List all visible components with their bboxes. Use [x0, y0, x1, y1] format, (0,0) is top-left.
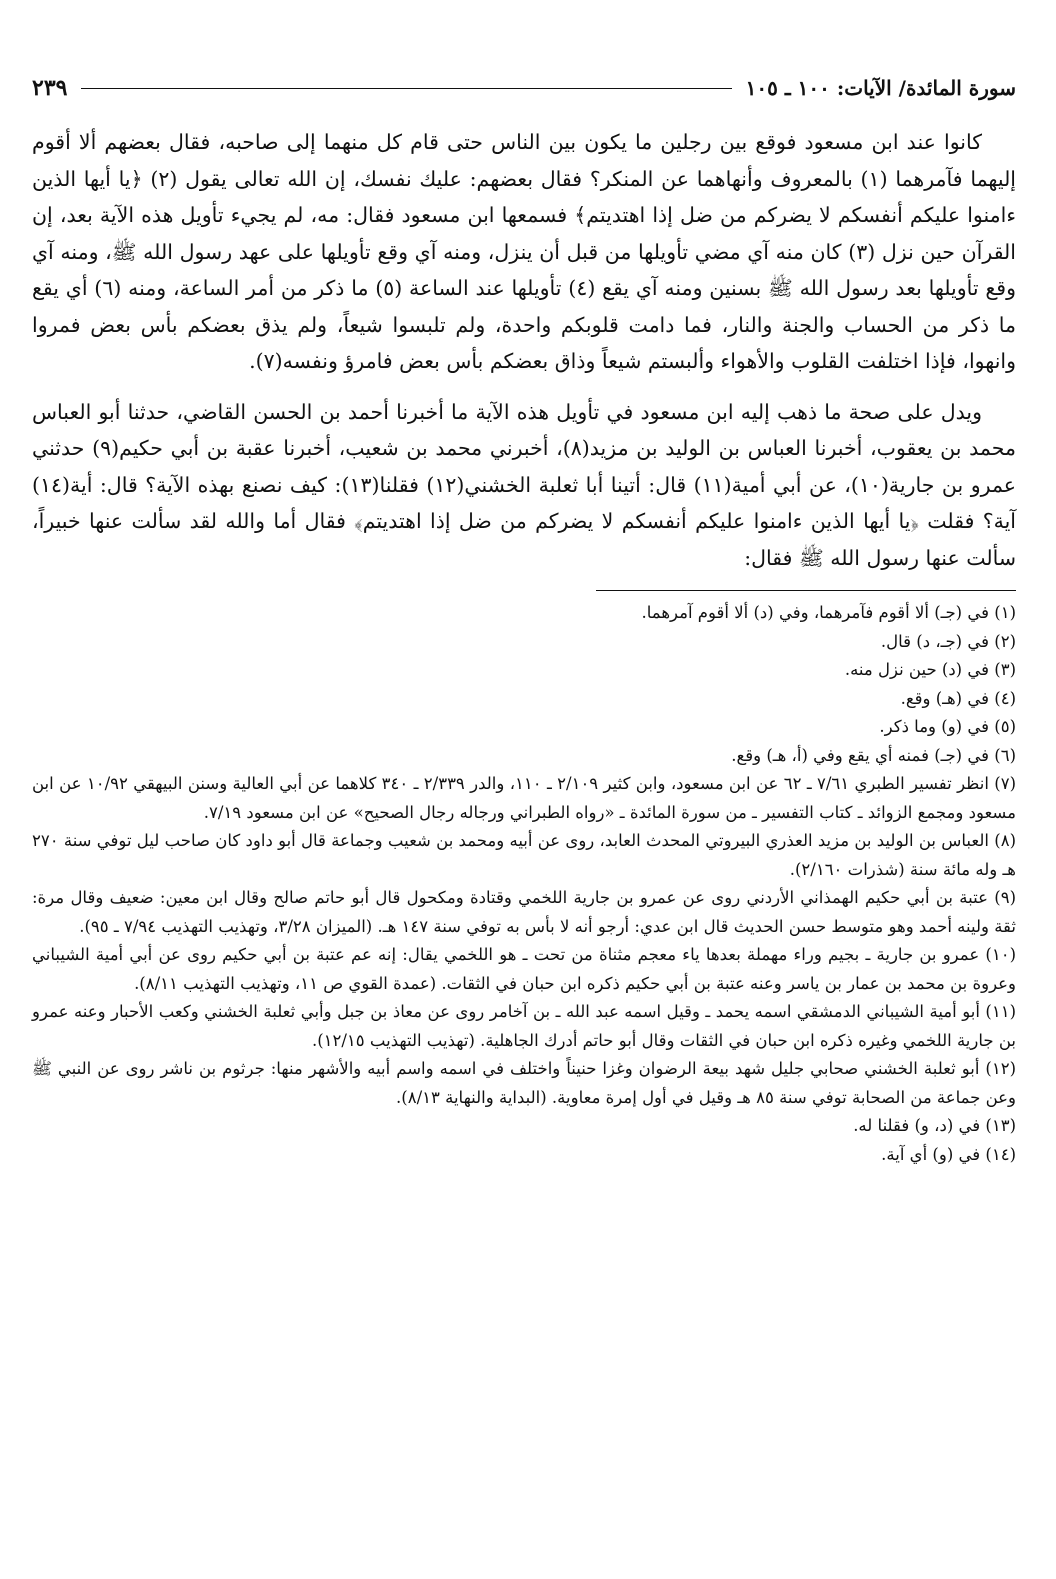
running-title: سورة المائدة/ الآيات: ١٠٠ ـ ١٠٥	[745, 76, 1016, 100]
paragraph-2: ويدل على صحة ما ذهب إليه ابن مسعود في تأويل هذه الآية ما أخبرنا أحمد بن الحسن القاضي، حدثنا أبو العباس محمد بن يعقوب، أخبرنا العباس بن الوليد بن مزيد(٨)، أخبرني محمد بن شعيب، أخبرنا عقبة بن أبي حكيم(٩) حدثني عمرو بن جارية(١٠)، عن أبي أمية(١١) قال: أتينا أبا ثعلبة الخشني(١٢) فقلنا(١٣): كيف نصنع بهذه الآية؟ قال: أية(١٤) آية؟ فقلت ﴿يا أيها الذين ءامنوا عليكم أنفسكم لا يضركم من ضل إذا اهتديتم﴾ فقال أما والله لقد سألت عنها خبيراً، سألت عنها رسول الله ﷺ فقال:	[32, 399, 1017, 570]
main-text	[32, 124, 1016, 576]
footnote-7: (٧) انظر تفسير الطبري ٧/٦١ ـ ٦٢ عن ابن مسعود، وابن كثير ٢/١٠٩ ـ ١١٠، والدر ٢/٣٣٩ ـ ٣٤٠ كلاهما عن أبي العالية وسنن البيهقي ١٠/٩٢ عن ابن مسعود ومجمع الزوائد ـ كتاب التفسير ـ من سورة المائدة ـ «رواه الطبراني ورجاله رجال الصحيح» عن ابن مسعود ٧/١٩.	[32, 774, 1016, 822]
running-header	[32, 66, 1016, 110]
footnote-6: (٦) في (جـ) فمنه أي يقع وفي (أ، هـ) وقع.	[731, 745, 1016, 765]
footnote-divider	[596, 590, 1016, 591]
footnote-8: (٨) العباس بن الوليد بن مزيد العذري البيروتي المحدث العابد، روى عن أبيه ومحمد بن شعيب وجماعة قال أبو داود كان صاحب ليل توفي سنة ٢٧٠ هـ وله مائة سنة (شذرات ٢/١٦٠).	[32, 831, 1016, 879]
footnote-13: (١٣) في (د، و) فقلنا له.	[853, 1116, 1016, 1135]
footnote-divider-wrap	[32, 590, 1016, 591]
footnotes	[32, 599, 1016, 1169]
footnote-10: (١٠) عمرو بن جارية ـ بجيم وراء مهملة بعدها ياء معجم مثناة من تحت ـ هو اللخمي يقال: إنه عم عتبة بن أبي حكيم روى عن أبي أمية الشيباني وعروة بن محمد بن عمار بن ياسر وعنه عتبة بن أبي حكيم ذكره ابن حبان في الثقات. (عمدة القوي ص ١١، وتهذيب التهذيب ٨/١١).	[32, 945, 1016, 993]
footnote-14: (١٤) في (و) أي آية.	[881, 1144, 1016, 1164]
footnote-3: (٣) في (د) حين نزل منه.	[844, 660, 1016, 679]
footnote-2: (٢) في (جـ، د) قال.	[880, 631, 1016, 651]
page	[32, 66, 1016, 1169]
footnote-4: (٤) في (هـ) وقع.	[900, 688, 1016, 708]
footnote-11: (١١) أبو أمية الشيباني الدمشقي اسمه يحمد ـ وقيل اسمه عبد الله ـ بن آخامر روى عن معاذ بن جبل وأبي ثعلبة الخشني وكعب الأحبار وعنه عمرو بن جارية اللخمي وغيره ذكره ابن حبان في الثقات وقال أبو حاتم أدرك الجاهلية. (تهذيب التهذيب ١٢/١٥).	[32, 1002, 1016, 1050]
footnote-1: (١) في (جـ) ألا أقوم فآمرهما، وفي (د) ألا أقوم آمرهما.	[641, 603, 1016, 622]
paragraph-1: كانوا عند ابن مسعود فوقع بين رجلين ما يكون بين الناس حتى قام كل منهما إلى صاحبه، فقال بعضهم ألا أقوم إليهما فآمرهما (١) بالمعروف وأنهاهما عن المنكر؟ فقال بعضهم: عليك نفسك، إن الله تعالى يقول (٢) ﴿يا أيها الذين ءامنوا عليكم أنفسكم لا يضركم من ضل إذا اهتديتم﴾ فسمعها ابن مسعود فقال: مه، لم يجيء تأويل هذه الآية بعد، إن القرآن حين نزل (٣) كان منه آي مضي تأويلها من قبل أن ينزل، ومنه آي وقع تأويلها على عهد رسول الله ﷺ، ومنه آي وقع تأويلها بعد رسول الله ﷺ بسنين ومنه آي يقع (٤) تأويلها عند الساعة (٥) ما ذكر من أمر الساعة، ومنه (٦) أي يقع ما ذكر من الحساب والجنة والنار، فما دامت قلوبكم واحدة، ولم تلبسوا شيعاً، ولم يذق بعضكم بأس بعض فمروا وانهوا، فإذا اختلفت القلوب والأهواء وألبستم شيعاً وذاق بعضكم بأس بعض فامرؤ ونفسه(٧).	[32, 130, 1017, 373]
footnote-9: (٩) عتبة بن أبي حكيم الهمذاني الأردني روى عن عمرو بن جارية اللخمي وقتادة ومكحول قال أبو حاتم صالح وقال ابن معين: ضعيف وقال مرة: ثقة ولينه أحمد وهو متوسط حسن الحديث قال ابن عدي: أرجو أنه لا بأس به توفي سنة ١٤٧ هـ. (الميزان ٣/٢٨، وتهذيب التهذيب ٧/٩٤ ـ ٩٥).	[32, 888, 1016, 936]
footnote-12: (١٢) أبو ثعلبة الخشني صحابي جليل شهد بيعة الرضوان وغزا حنيناً واختلف في اسمه واسم أبيه والأشهر منها: جرثوم بن ناشر روى عن النبي ﷺ وعن جماعة من الصحابة توفي سنة ٨٥ هـ وقيل في أول إمرة معاوية. (البداية والنهاية ٨/١٣).	[32, 1059, 1016, 1107]
header-rule	[81, 87, 731, 89]
page-number: ٢٣٩	[32, 75, 68, 101]
footnote-5: (٥) في (و) وما ذكر.	[879, 717, 1016, 736]
